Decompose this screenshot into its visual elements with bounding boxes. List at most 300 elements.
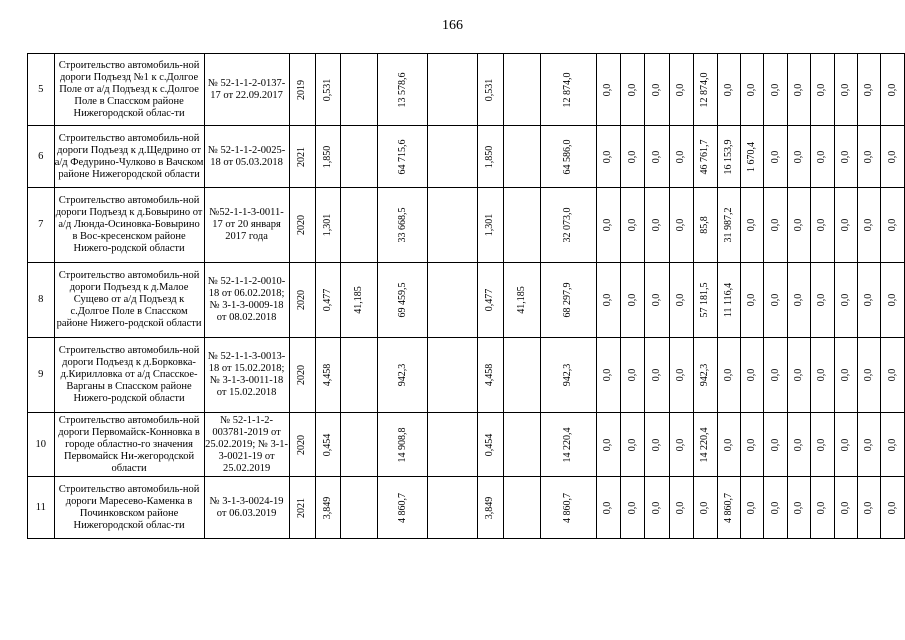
cell-value: 0,0 xyxy=(886,83,898,96)
value-cell-total1 xyxy=(378,413,428,477)
value-cell-c10 xyxy=(811,263,834,338)
cell-value: 0,0 xyxy=(602,83,614,96)
value-cell-c7 xyxy=(740,413,763,477)
value-cell-year xyxy=(289,477,315,539)
value-cell-year xyxy=(289,188,315,263)
cell-value: 85,8 xyxy=(699,216,711,234)
row-number: 9 xyxy=(28,338,55,413)
table-row xyxy=(28,338,905,413)
cell-value: 0,0 xyxy=(699,501,711,514)
cell-value: 0,0 xyxy=(816,438,828,451)
cell-value: 3,849 xyxy=(484,496,496,519)
cell-value: 0,0 xyxy=(816,501,828,514)
value-cell-c11 xyxy=(834,413,857,477)
value-cell-c13 xyxy=(881,263,905,338)
value-cell-c5 xyxy=(694,413,717,477)
cell-value: 0,0 xyxy=(863,218,875,232)
cell-value: 0,0 xyxy=(746,368,758,382)
value-cell-c2 xyxy=(621,126,645,188)
row-number: 7 xyxy=(28,188,55,263)
value-cell-c3 xyxy=(645,477,669,539)
cell-value: 0,0 xyxy=(839,83,851,96)
value-cell-c13 xyxy=(881,477,905,539)
value-cell-c3 xyxy=(645,413,669,477)
value-cell-cost1 xyxy=(341,54,378,126)
value-cell-c7 xyxy=(740,477,763,539)
value-cell-c10 xyxy=(811,54,834,126)
cell-value: 0,0 xyxy=(651,368,663,382)
value-cell-c13 xyxy=(881,126,905,188)
cell-value: 0,0 xyxy=(839,501,851,514)
value-cell-total2 xyxy=(541,477,597,539)
value-cell-c7 xyxy=(740,338,763,413)
value-cell-c3 xyxy=(645,263,669,338)
cell-value: 0,0 xyxy=(746,438,758,451)
value-cell-cost2 xyxy=(504,54,541,126)
value-cell-c9 xyxy=(787,263,810,338)
cell-value: 0,0 xyxy=(769,438,781,451)
cell-value: 16 153,9 xyxy=(722,139,734,174)
project-name: Строительство автомобиль-ной дороги Подъезд №1 к с.Долгое Поле от а/д Подъезд к с.Долгое Поле в Спасском районе Нижегородской облас-ти xyxy=(54,54,204,126)
value-cell-c8 xyxy=(764,338,787,413)
value-cell-c12 xyxy=(858,54,881,126)
value-cell-cost2 xyxy=(504,188,541,263)
value-cell-total1 xyxy=(378,188,428,263)
value-cell-c9 xyxy=(787,477,810,539)
cell-value: 0,0 xyxy=(769,368,781,382)
value-cell-total2 xyxy=(541,54,597,126)
value-cell-cost2 xyxy=(504,338,541,413)
expertise-document: № 52-1-1-2-0010-18 от 06.02.2018; № 3-1-3-0009-18 от 08.02.2018 xyxy=(204,263,289,338)
cell-value: 0,0 xyxy=(675,150,687,163)
value-cell-c1 xyxy=(596,263,620,338)
table-row xyxy=(28,54,905,126)
value-cell-c1 xyxy=(596,413,620,477)
value-cell-cost1 xyxy=(341,263,378,338)
cell-value: 0,0 xyxy=(816,368,828,382)
cell-value: 0,0 xyxy=(746,501,758,514)
cell-value: 4,458 xyxy=(322,363,334,387)
cell-value: 0,0 xyxy=(863,293,875,307)
empty-cell xyxy=(428,126,478,188)
expertise-document: № 52-1-1-2-003781-2019 от 25.02.2019; № 3-1-3-0021-19 от 25.02.2019 xyxy=(204,413,289,477)
empty-cell xyxy=(428,54,478,126)
value-cell-total1 xyxy=(378,126,428,188)
value-cell-len2 xyxy=(477,54,503,126)
cell-value: 2021 xyxy=(296,146,308,167)
value-cell-c6 xyxy=(717,188,740,263)
project-name: Строительство автомобиль-ной дороги Подъезд к д.Щедрино от а/д Федурино-Чулково в Вачском районе Нижегородской области xyxy=(54,126,204,188)
value-cell-c9 xyxy=(787,413,810,477)
cell-value: 0,0 xyxy=(722,438,734,451)
cell-value: 4 860,7 xyxy=(396,492,408,523)
cell-value: 0,0 xyxy=(746,218,758,232)
value-cell-cost2 xyxy=(504,126,541,188)
cell-value: 0,0 xyxy=(626,150,638,163)
value-cell-c6 xyxy=(717,413,740,477)
value-cell-c8 xyxy=(764,188,787,263)
value-cell-c3 xyxy=(645,126,669,188)
cell-value: 0,0 xyxy=(602,150,614,163)
value-cell-c2 xyxy=(621,188,645,263)
value-cell-c8 xyxy=(764,54,787,126)
value-cell-c9 xyxy=(787,338,810,413)
cell-value: 0,477 xyxy=(484,288,496,312)
value-cell-c3 xyxy=(645,54,669,126)
table-row xyxy=(28,126,905,188)
value-cell-c13 xyxy=(881,413,905,477)
value-cell-c11 xyxy=(834,477,857,539)
value-cell-c4 xyxy=(669,54,693,126)
cell-value: 0,531 xyxy=(322,78,334,101)
expertise-document: № 52-1-1-2-0025-18 от 05.03.2018 xyxy=(204,126,289,188)
cell-value: 0,0 xyxy=(793,218,804,232)
value-cell-len2 xyxy=(477,188,503,263)
cell-value: 69 459,5 xyxy=(396,282,408,318)
value-cell-year xyxy=(289,263,315,338)
cell-value: 0,0 xyxy=(722,368,734,382)
value-cell-c5 xyxy=(694,477,717,539)
cell-value: 0,0 xyxy=(839,293,851,307)
cell-value: 12 874,0 xyxy=(562,72,574,107)
cell-value: 0,0 xyxy=(863,368,875,382)
cell-value: 0,0 xyxy=(722,83,734,96)
cell-value: 41,185 xyxy=(516,286,528,314)
cell-value: 0,0 xyxy=(675,368,687,382)
value-cell-c4 xyxy=(669,413,693,477)
cell-value: 0,0 xyxy=(886,150,898,163)
cell-value: 942,3 xyxy=(396,363,408,387)
cell-value: 0,0 xyxy=(886,293,898,307)
value-cell-len1 xyxy=(315,413,340,477)
value-cell-c8 xyxy=(764,413,787,477)
cell-value: 13 578,6 xyxy=(396,72,408,107)
value-cell-year xyxy=(289,413,315,477)
cell-value: 0,0 xyxy=(816,218,828,232)
value-cell-cost1 xyxy=(341,413,378,477)
cell-value: 2020 xyxy=(296,290,308,310)
value-cell-total2 xyxy=(541,126,597,188)
value-cell-c9 xyxy=(787,54,810,126)
page-number: 166 xyxy=(442,18,463,33)
value-cell-c10 xyxy=(811,477,834,539)
cell-value: 0,0 xyxy=(651,438,663,451)
table-row xyxy=(28,413,905,477)
cell-value: 11 116,4 xyxy=(722,282,734,318)
value-cell-c9 xyxy=(787,126,810,188)
cell-value: 1 670,4 xyxy=(746,141,758,172)
value-cell-total1 xyxy=(378,338,428,413)
value-cell-year xyxy=(289,54,315,126)
value-cell-cost2 xyxy=(504,413,541,477)
value-cell-c8 xyxy=(764,263,787,338)
cell-value: 0,0 xyxy=(626,501,638,514)
value-cell-c2 xyxy=(621,338,645,413)
value-cell-c2 xyxy=(621,263,645,338)
cell-value: 64 586,0 xyxy=(562,139,574,174)
cell-value: 2020 xyxy=(296,434,308,455)
cell-value: 31 987,2 xyxy=(722,207,734,243)
value-cell-len2 xyxy=(477,477,503,539)
cell-value: 0,0 xyxy=(863,501,875,514)
value-cell-cost1 xyxy=(341,126,378,188)
cell-value: 0,0 xyxy=(839,368,851,382)
expertise-document: № 3-1-3-0024-19 от 06.03.2019 xyxy=(204,477,289,539)
value-cell-len2 xyxy=(477,338,503,413)
value-cell-c12 xyxy=(858,188,881,263)
cell-value: 14 220,4 xyxy=(562,427,574,462)
cell-value: 0,0 xyxy=(675,501,687,514)
cell-value: 0,0 xyxy=(816,150,828,163)
cell-value: 0,0 xyxy=(816,293,828,307)
cell-value: 1,301 xyxy=(322,213,334,237)
cell-value: 0,0 xyxy=(626,438,638,451)
cell-value: 0,0 xyxy=(793,293,804,307)
value-cell-c1 xyxy=(596,54,620,126)
cell-value: 4,458 xyxy=(484,363,496,387)
table-row xyxy=(28,477,905,539)
project-name: Строительство автомобиль-ной дороги Подъезд к д.Малое Сущево от а/д Подъезд к с.Долгое Поле в Спасском районе Нижего-родской области xyxy=(54,263,204,338)
value-cell-c13 xyxy=(881,338,905,413)
cell-value: 0,0 xyxy=(886,501,898,514)
value-cell-total1 xyxy=(378,477,428,539)
cell-value: 0,0 xyxy=(769,293,781,307)
value-cell-c7 xyxy=(740,54,763,126)
value-cell-cost2 xyxy=(504,263,541,338)
value-cell-cost2 xyxy=(504,477,541,539)
value-cell-c10 xyxy=(811,188,834,263)
value-cell-c8 xyxy=(764,126,787,188)
cell-value: 4 860,7 xyxy=(562,492,574,523)
value-cell-c11 xyxy=(834,188,857,263)
value-cell-len1 xyxy=(315,263,340,338)
value-cell-c5 xyxy=(694,338,717,413)
value-cell-c12 xyxy=(858,263,881,338)
empty-cell xyxy=(428,188,478,263)
value-cell-len1 xyxy=(315,188,340,263)
value-cell-c12 xyxy=(858,338,881,413)
value-cell-c6 xyxy=(717,54,740,126)
cell-value: 0,0 xyxy=(675,293,687,307)
value-cell-c11 xyxy=(834,54,857,126)
cell-value: 32 073,0 xyxy=(562,207,574,243)
value-cell-total2 xyxy=(541,413,597,477)
value-cell-year xyxy=(289,338,315,413)
value-cell-c10 xyxy=(811,413,834,477)
cell-value: 0,0 xyxy=(816,83,828,96)
data-table xyxy=(27,53,905,539)
value-cell-c5 xyxy=(694,126,717,188)
cell-value: 0,0 xyxy=(793,438,804,451)
cell-value: 0,0 xyxy=(769,218,781,232)
cell-value: 0,0 xyxy=(746,83,758,96)
project-name: Строительство автомобиль-ной дороги Первомайск-Конновка в городе областно-го значения Первомайск Ни-жегородской области xyxy=(54,413,204,477)
cell-value: 942,3 xyxy=(699,363,711,387)
value-cell-c1 xyxy=(596,338,620,413)
value-cell-c3 xyxy=(645,338,669,413)
cell-value: 64 715,6 xyxy=(396,139,408,174)
value-cell-c5 xyxy=(694,188,717,263)
row-number: 5 xyxy=(28,54,55,126)
cell-value: 0,0 xyxy=(602,218,614,232)
value-cell-total2 xyxy=(541,338,597,413)
cell-value: 0,0 xyxy=(839,438,851,451)
cell-value: 0,0 xyxy=(626,293,638,307)
value-cell-c3 xyxy=(645,188,669,263)
cell-value: 0,0 xyxy=(651,293,663,307)
empty-cell xyxy=(428,338,478,413)
cell-value: 41,185 xyxy=(353,286,365,314)
table-row xyxy=(28,188,905,263)
value-cell-c7 xyxy=(740,126,763,188)
cell-value: 0,0 xyxy=(793,83,804,96)
cell-value: 942,3 xyxy=(562,363,574,387)
cell-value: 0,0 xyxy=(886,438,898,451)
cell-value: 1,850 xyxy=(322,145,334,168)
value-cell-c5 xyxy=(694,263,717,338)
value-cell-c7 xyxy=(740,188,763,263)
value-cell-total1 xyxy=(378,54,428,126)
value-cell-c2 xyxy=(621,477,645,539)
project-name: Строительство автомобиль-ной дороги Маресево-Каменка в Починковском районе Нижегородской облас-ти xyxy=(54,477,204,539)
cell-value: 0,0 xyxy=(675,83,687,96)
value-cell-c1 xyxy=(596,126,620,188)
row-number: 11 xyxy=(28,477,55,539)
value-cell-c4 xyxy=(669,188,693,263)
project-name: Строительство автомобиль-ной дороги Подъезд к д.Борковка-д.Кирилловка от а/д Спасское-Варганы в Спасском районе Нижего-родской области xyxy=(54,338,204,413)
value-cell-len1 xyxy=(315,126,340,188)
cell-value: 0,0 xyxy=(651,83,663,96)
cell-value: 2020 xyxy=(296,365,308,385)
value-cell-c10 xyxy=(811,338,834,413)
value-cell-c12 xyxy=(858,126,881,188)
cell-value: 0,0 xyxy=(675,218,687,232)
cell-value: 0,0 xyxy=(839,150,851,163)
cell-value: 0,0 xyxy=(839,218,851,232)
cell-value: 2020 xyxy=(296,215,308,235)
cell-value: 12 874,0 xyxy=(699,72,711,107)
cell-value: 0,0 xyxy=(626,218,638,232)
row-number: 10 xyxy=(28,413,55,477)
value-cell-len1 xyxy=(315,338,340,413)
cell-value: 0,0 xyxy=(626,368,638,382)
cell-value: 0,0 xyxy=(886,368,898,382)
row-number: 6 xyxy=(28,126,55,188)
value-cell-c4 xyxy=(669,126,693,188)
value-cell-c1 xyxy=(596,188,620,263)
cell-value: 14 220,4 xyxy=(699,427,711,462)
value-cell-c8 xyxy=(764,477,787,539)
value-cell-c2 xyxy=(621,54,645,126)
value-cell-c9 xyxy=(787,188,810,263)
cell-value: 14 908,8 xyxy=(396,427,408,462)
cell-value: 0,477 xyxy=(322,288,334,312)
value-cell-len2 xyxy=(477,263,503,338)
value-cell-c1 xyxy=(596,477,620,539)
cell-value: 0,531 xyxy=(484,78,496,101)
value-cell-c4 xyxy=(669,263,693,338)
value-cell-len1 xyxy=(315,477,340,539)
value-cell-c12 xyxy=(858,477,881,539)
cell-value: 0,0 xyxy=(626,83,638,96)
cell-value: 0,0 xyxy=(863,438,875,451)
value-cell-cost1 xyxy=(341,188,378,263)
cell-value: 0,0 xyxy=(602,438,614,451)
cell-value: 0,0 xyxy=(651,501,663,514)
value-cell-c12 xyxy=(858,413,881,477)
value-cell-c4 xyxy=(669,338,693,413)
cell-value: 4 860,7 xyxy=(722,492,734,523)
value-cell-c2 xyxy=(621,413,645,477)
empty-cell xyxy=(428,263,478,338)
cell-value: 57 181,5 xyxy=(699,282,711,318)
cell-value: 0,0 xyxy=(863,83,875,96)
cell-value: 68 297,9 xyxy=(562,282,574,318)
cell-value: 0,0 xyxy=(793,368,804,382)
cell-value: 0,0 xyxy=(769,501,781,514)
value-cell-len1 xyxy=(315,54,340,126)
cell-value: 46 761,7 xyxy=(699,139,711,174)
expertise-document: №52-1-1-3-0011-17 от 20 января 2017 года xyxy=(204,188,289,263)
cell-value: 0,0 xyxy=(769,150,781,163)
value-cell-c11 xyxy=(834,338,857,413)
cell-value: 0,454 xyxy=(322,433,334,456)
cell-value: 0,454 xyxy=(484,433,496,456)
cell-value: 1,301 xyxy=(484,213,496,237)
value-cell-total1 xyxy=(378,263,428,338)
cell-value: 0,0 xyxy=(651,150,663,163)
value-cell-c6 xyxy=(717,477,740,539)
value-cell-cost1 xyxy=(341,338,378,413)
cell-value: 0,0 xyxy=(886,218,898,232)
cell-value: 3,849 xyxy=(322,496,334,519)
value-cell-c13 xyxy=(881,54,905,126)
value-cell-year xyxy=(289,126,315,188)
cell-value: 0,0 xyxy=(651,218,663,232)
cell-value: 2019 xyxy=(296,79,308,100)
value-cell-c5 xyxy=(694,54,717,126)
project-name: Строительство автомобиль-ной дороги Подъезд к д.Бовырино от а/д Люнда-Осиновка-Бовырино в Вос-кресенском районе Нижего-родской области xyxy=(54,188,204,263)
value-cell-cost1 xyxy=(341,477,378,539)
value-cell-c10 xyxy=(811,126,834,188)
cell-value: 2021 xyxy=(296,497,308,518)
cell-value: 0,0 xyxy=(746,293,758,307)
expertise-document: № 52-1-1-3-0013-18 от 15.02.2018; № 3-1-3-0011-18 от 15.02.2018 xyxy=(204,338,289,413)
value-cell-c6 xyxy=(717,263,740,338)
value-cell-total2 xyxy=(541,188,597,263)
value-cell-len2 xyxy=(477,413,503,477)
cell-value: 0,0 xyxy=(675,438,687,451)
cell-value: 0,0 xyxy=(602,293,614,307)
value-cell-c6 xyxy=(717,126,740,188)
row-number: 8 xyxy=(28,263,55,338)
cell-value: 0,0 xyxy=(769,83,781,96)
value-cell-c13 xyxy=(881,188,905,263)
value-cell-len2 xyxy=(477,126,503,188)
value-cell-total2 xyxy=(541,263,597,338)
cell-value: 0,0 xyxy=(793,150,804,163)
empty-cell xyxy=(428,413,478,477)
table-row xyxy=(28,263,905,338)
cell-value: 0,0 xyxy=(793,501,804,514)
value-cell-c11 xyxy=(834,126,857,188)
cell-value: 33 668,5 xyxy=(396,207,408,243)
expertise-document: № 52-1-1-2-0137-17 от 22.09.2017 xyxy=(204,54,289,126)
cell-value: 0,0 xyxy=(602,368,614,382)
value-cell-c4 xyxy=(669,477,693,539)
cell-value: 0,0 xyxy=(863,150,875,163)
empty-cell xyxy=(428,477,478,539)
